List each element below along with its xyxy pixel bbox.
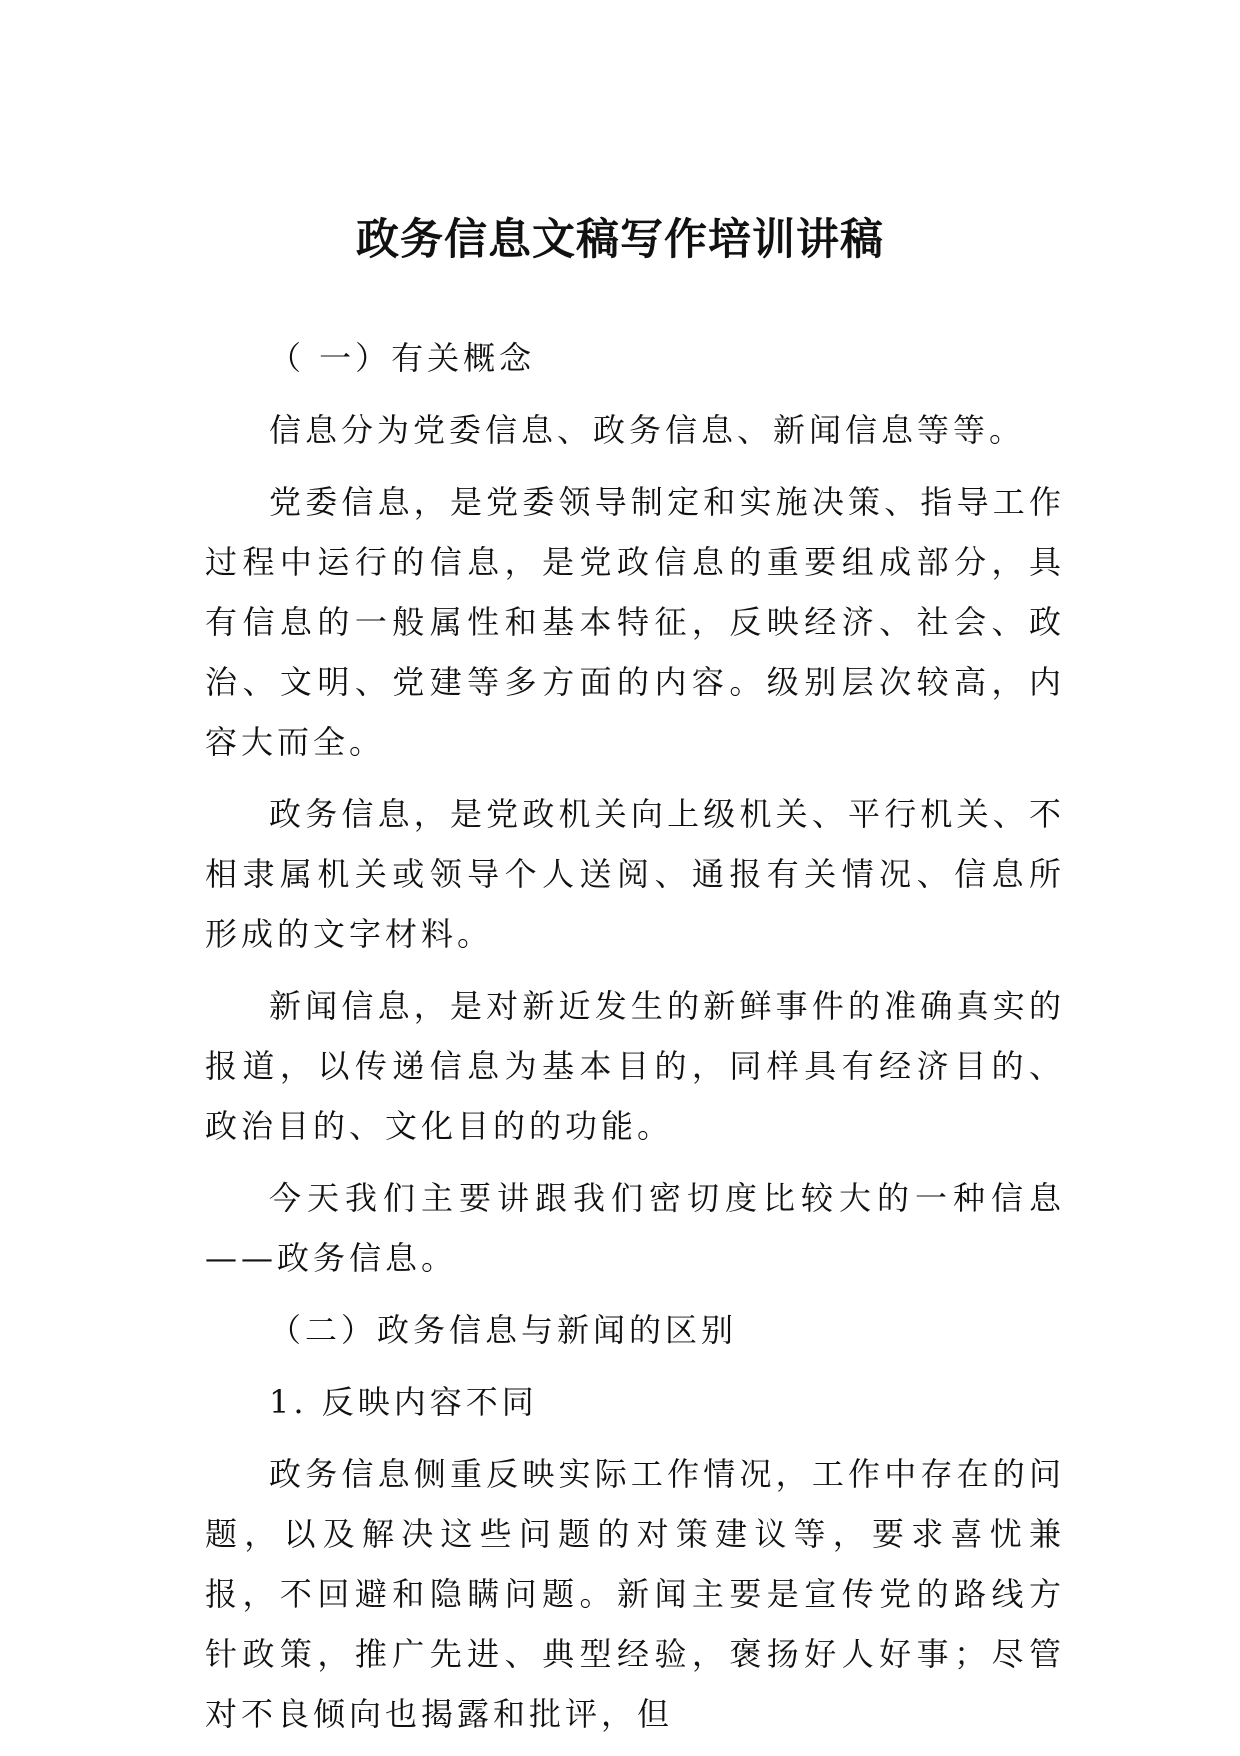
paragraph-today-topic: 今天我们主要讲跟我们密切度比较大的一种信息——政务信息。 xyxy=(205,1179,1065,1277)
paragraph-government-info: 政务信息，是党政机关向上级机关、平行机关、不相隶属机关或领导个人送阅、通报有关情况、信息所形成的文字材料。 xyxy=(205,795,1065,953)
paragraph-party-info: 党委信息，是党委领导制定和实施决策、指导工作过程中运行的信息，是党政信息的重要组成部分，具有信息的一般属性和基本特征，反映经济、社会、政治、文明、党建等多方面的内容。级别层次较高，内容大而全。 xyxy=(205,483,1065,761)
subheading-content-differs: 1. 反映内容不同 xyxy=(269,1383,538,1421)
paragraph-info-types: 信息分为党委信息、政务信息、新闻信息等等。 xyxy=(269,411,1026,449)
section-heading-concepts: （ 一）有关概念 xyxy=(269,339,536,377)
paragraph-content-difference: 政务信息侧重反映实际工作情况，工作中存在的问题，以及解决这些问题的对策建议等，要求喜忧兼报，不回避和隐瞒问题。新闻主要是宣传党的路线方针政策，推广先进、典型经验，褒扬好人好事；尽管对不良倾向也揭露和批评，但 xyxy=(205,1455,1065,1733)
paragraph-news-info: 新闻信息，是对新近发生的新鲜事件的准确真实的报道，以传递信息为基本目的，同样具有经济目的、政治目的、文化目的的功能。 xyxy=(205,987,1065,1145)
document-body xyxy=(205,328,1065,1756)
section-heading-differences: （二）政务信息与新闻的区别 xyxy=(269,1311,738,1349)
document-title: 政务信息文稿写作培训讲稿 xyxy=(356,215,884,265)
